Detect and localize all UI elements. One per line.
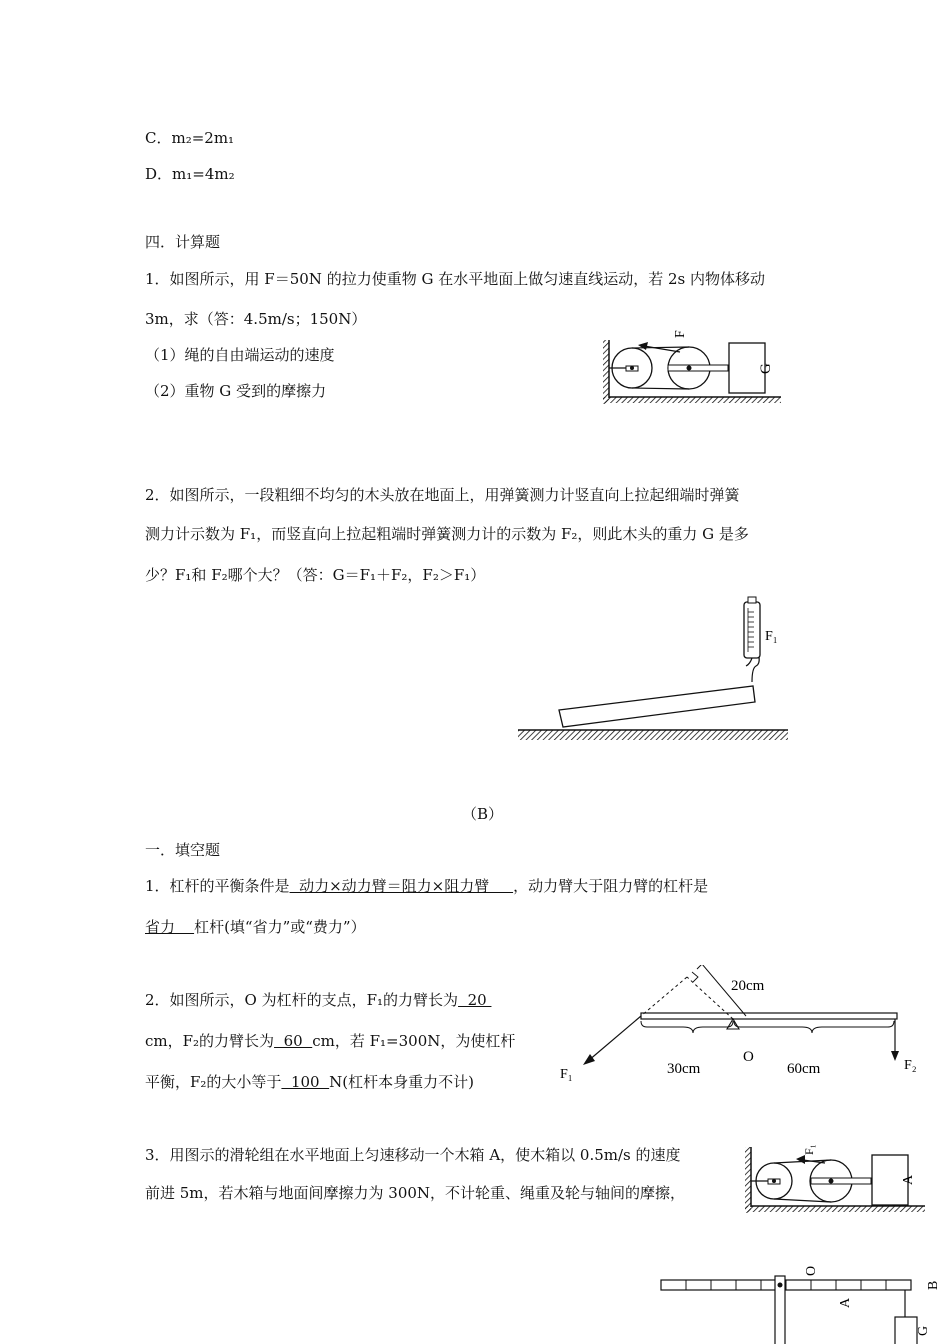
fig2-label-f1: F₁ <box>765 629 778 644</box>
graduated-lever-figure <box>655 1262 945 1344</box>
fig5-label-a: A <box>838 1297 853 1308</box>
b-q2-text-c: cm，若 F₁=300N，为使杠杆 <box>312 1032 516 1050</box>
b-q2-text-d: 平衡，F₂的大小等于 <box>145 1073 282 1091</box>
b-q2-text-a: 2．如图所示，O 为杠杆的支点，F₁的力臂长为 <box>145 991 459 1009</box>
lever-bar <box>641 1013 897 1019</box>
left-length: 30cm <box>667 1061 701 1077</box>
b-q2-line3 <box>145 1072 474 1092</box>
ground <box>518 730 788 740</box>
pulley-figure-1 <box>598 330 788 410</box>
q2-line3: 少？F₁和 F₂哪个大？（答：G＝F₁＋F₂，F₂＞F₁） <box>145 566 486 584</box>
arm-label: 20cm <box>731 978 765 994</box>
ground <box>745 1206 925 1212</box>
b-q3-line2: 前进 5m，若木箱与地面间摩擦力为 300N，不计轮重、绳重及轮与轴间的摩擦， <box>145 1184 686 1202</box>
weight-g <box>895 1317 917 1344</box>
wall <box>745 1147 751 1213</box>
q1-line2: 3m，求（答：4.5m/s；150N） <box>145 310 367 328</box>
b-q2-answer3: 100 <box>281 1073 330 1091</box>
fig4-label-f1: F₁ <box>802 1144 816 1155</box>
log-figure <box>515 592 800 747</box>
spring-scale <box>744 602 760 658</box>
option-d: D．m₁=4m₂ <box>145 165 235 183</box>
option-c: C．m₂=2m₁ <box>145 129 235 147</box>
b-q2-text-b: cm，F₂的力臂长为 <box>145 1032 275 1050</box>
f2-label: F₂ <box>904 1058 917 1073</box>
q2-line1: 2．如图所示，一段粗细不均匀的木头放在地面上，用弹簧测力计竖直向上拉起细端时弹簧 <box>145 486 740 504</box>
b-q1-text-a: 1．杠杆的平衡条件是 <box>145 877 290 895</box>
b-q3-line1: 3．用图示的滑轮组在水平地面上匀速移动一个木箱 A，使木箱以 0.5m/s 的速度 <box>145 1146 681 1164</box>
b-q2-answer2: 60 <box>274 1032 313 1050</box>
b-q1-line1 <box>145 876 708 896</box>
b-q2-text-e: N(杠杆本身重力不计) <box>329 1073 474 1091</box>
fig1-label-f: F <box>673 330 688 338</box>
b-q2-answer1: 20 <box>458 991 492 1009</box>
pivot-label: O <box>743 1049 754 1065</box>
b-q1-line2 <box>145 917 366 937</box>
b-q1-text-b: ，动力臂大于阻力臂的杠杆是 <box>513 877 709 895</box>
pulley-figure-2 <box>741 1133 931 1218</box>
q1-line1: 1．如图所示，用 F＝50N 的拉力使重物 G 在水平地面上做匀速直线运动，若 2s 内物体移动 <box>145 270 765 288</box>
fig1-label-g: G <box>758 363 774 374</box>
b-q1-text-c: 杠杆(填“省力”或“费力”） <box>194 918 366 936</box>
fig5-label-o: O <box>804 1265 819 1276</box>
part-b-title: （B） <box>462 805 504 823</box>
q1-sub2: （2）重物 G 受到的摩擦力 <box>145 382 327 400</box>
force-f1 <box>588 1016 641 1061</box>
b-q1-answer1: 动力×动力臂＝阻力×阻力臂 <box>289 877 514 895</box>
ground <box>603 397 781 403</box>
b-q2-line2 <box>145 1031 515 1051</box>
right-length: 60cm <box>787 1061 821 1077</box>
fig5-label-b: B <box>926 1280 941 1290</box>
b-q1-answer2: 省力 <box>145 918 195 936</box>
wall <box>603 340 609 404</box>
fig4-label-a: A <box>901 1174 916 1185</box>
fig5-label-g: G <box>916 1325 931 1336</box>
section-heading: 四．计算题 <box>145 233 221 251</box>
q1-sub1: （1）绳的自由端运动的速度 <box>145 346 335 364</box>
b-q2-line1 <box>145 990 491 1010</box>
f1-label: F₁ <box>560 1067 573 1082</box>
log <box>559 686 755 727</box>
lever-figure <box>555 965 930 1085</box>
q2-line2: 测力计示数为 F₁，而竖直向上拉起粗端时弹簧测力计的示数为 F₂，则此木头的重力 G 是多 <box>145 525 749 543</box>
part-b-heading: 一．填空题 <box>145 841 221 859</box>
